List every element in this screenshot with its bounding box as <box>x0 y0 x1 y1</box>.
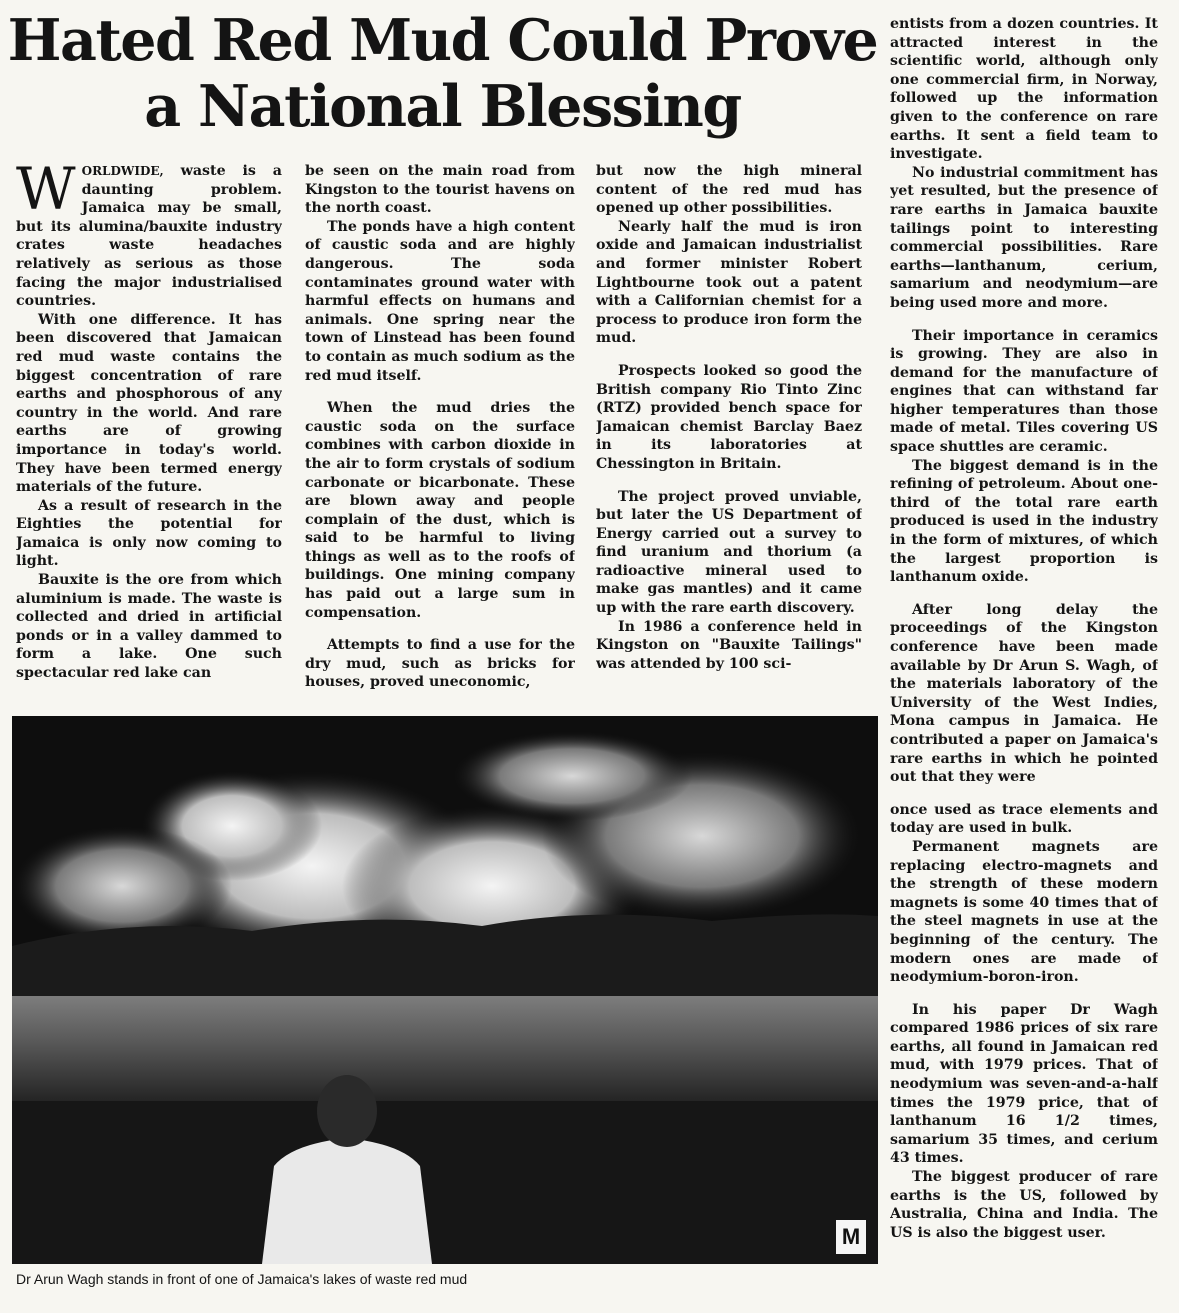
paragraph: With one difference. It has been discovered that Jamaican red mud waste contains the biggest concentration of rare earths and phosphorous of any country in the world. And rare earths are of growing importance in today's world. They have been termed energy materials of the future. <box>16 311 282 496</box>
paragraph: Their importance in ceramics is growing. They are also in demand for the manufacture of engines that can withstand far higher temperatures than those made of metal. Tiles covering US space shuttles are ceramic. <box>890 327 1158 456</box>
paragraph: but now the high mineral content of the red mud has opened up other possibilities. <box>596 163 862 217</box>
paragraph: Bauxite is the ore from which aluminium is made. The waste is collected and dried in artificial ponds or in a valley dammed to form a lake. One such spectacular red lake can <box>16 572 282 682</box>
paragraph-text: waste is a daunting problem. Jamaica may be small, but its alumina/bauxite industry crates waste headaches relatively as serious as those facing the major industrialised countries. <box>16 163 282 310</box>
photo-caption: Dr Arun Wagh stands in front of one of Jamaica's lakes of waste red mud <box>16 1271 468 1287</box>
paragraph: Nearly half the mud is iron oxide and Jamaican industrialist and former minister Robert Lightbourne took out a patent with a Californian chemist for a process to produce iron form the mud. <box>596 218 862 347</box>
paragraph: Prospects looked so good the British company Rio Tinto Zinc (RTZ) provided bench space for Jamaican chemist Barclay Baez in its laboratories at Chessington in Britain. <box>596 362 862 472</box>
paragraph: be seen on the main road from Kingston to the tourist havens on the north coast. <box>305 163 575 217</box>
lead-caps: ORLDWIDE, <box>81 164 164 178</box>
paragraph: The project proved unviable, but later the US Department of Energy carried out a survey to find uranium and thorium (a radioactive mineral used to make gas mantles) and it came up with the rare earth discovery. <box>596 488 862 617</box>
article-column-3 <box>596 162 862 707</box>
paragraph: In his paper Dr Wagh compared 1986 prices of six rare earths, all found in Jamaican red mud, with 1979 prices. That of neodymium was seven-and-a-half times the 1979 price, that of lanthanum 16 1/2 times, samarium 35 times, and cerium 43 times. <box>890 1001 1158 1167</box>
paragraph: When the mud dries the caustic soda on the surface combines with carbon dioxide in the air to form crystals of sodium carbonate or bicarbonate. These are blown away and people complain of the dust, which is said to be harmful to living things as well as to the roofs of buildings. One mining company has paid out a large sum in compensation. <box>305 400 575 621</box>
paragraph: Attempts to find a use for the dry mud, such as bricks for houses, proved uneconomic, <box>305 637 575 691</box>
article-column-1 <box>16 162 282 692</box>
paragraph: once used as trace elements and today are used in bulk. <box>890 801 1158 837</box>
headline <box>0 8 885 140</box>
paragraph: The ponds have a high content of caustic soda and are highly dangerous. The soda contaminates ground water with harmful effects on humans and animals. One spring near the town of Linstead has been found to contain as much sodium as the red mud itself. <box>305 218 575 384</box>
drop-cap: W <box>16 162 76 223</box>
photo-credit-logo: M <box>836 1220 866 1254</box>
article-column-2 <box>305 162 575 692</box>
paragraph <box>16 162 282 311</box>
paragraph: Permanent magnets are replacing electro-magnets and the strength of these modern magnets is some 40 times that of the steel magnets in use at the beginning of the century. The modern ones are made of neodymium-boron-iron. <box>890 838 1158 986</box>
paragraph: After long delay the proceedings of the Kingston conference have been made available by Dr Arun S. Wagh, of the materials laboratory of the University of the West Indies, Mona campus in Jamaica. He contributed a paper on Jamaica's rare earths in which he pointed out that they were <box>890 601 1158 786</box>
paragraph: In 1986 a conference held in Kingston on "Bauxite Tailings" was attended by 100 sci- <box>596 618 862 672</box>
paragraph: No industrial commitment has yet resulted, but the presence of rare earths in Jamaica bauxite tailings point to interesting commercial possibilities. Rare earths—lanthanum, cerium, samarium and neodymium—are being used more and more. <box>890 164 1158 311</box>
headline-line-2: a National Blessing <box>144 73 741 140</box>
paragraph: The biggest producer of rare earths is the US, followed by Australia, China and India. The US is also the biggest user. <box>890 1169 1158 1241</box>
article-column-4 <box>890 15 1158 1313</box>
paragraph: entists from a dozen countries. It attracted interest in the scientific world, although only one commercial firm, in Norway, followed up the information given to the conference on rare earths. It sent a field team to investigate. <box>890 16 1158 163</box>
paragraph: The biggest demand is in the refining of petroleum. About one-third of the total rare earth produced is used in the industry in the form of mixtures, of which the largest proportion is lanthanum oxide. <box>890 457 1158 586</box>
red-mud-lake-photo <box>12 716 878 1264</box>
headline-line-1: Hated Red Mud Could Prove <box>7 7 878 74</box>
article-photo <box>12 716 878 1264</box>
paragraph: As a result of research in the Eighties the potential for Jamaica is only now coming to light. <box>16 497 282 570</box>
